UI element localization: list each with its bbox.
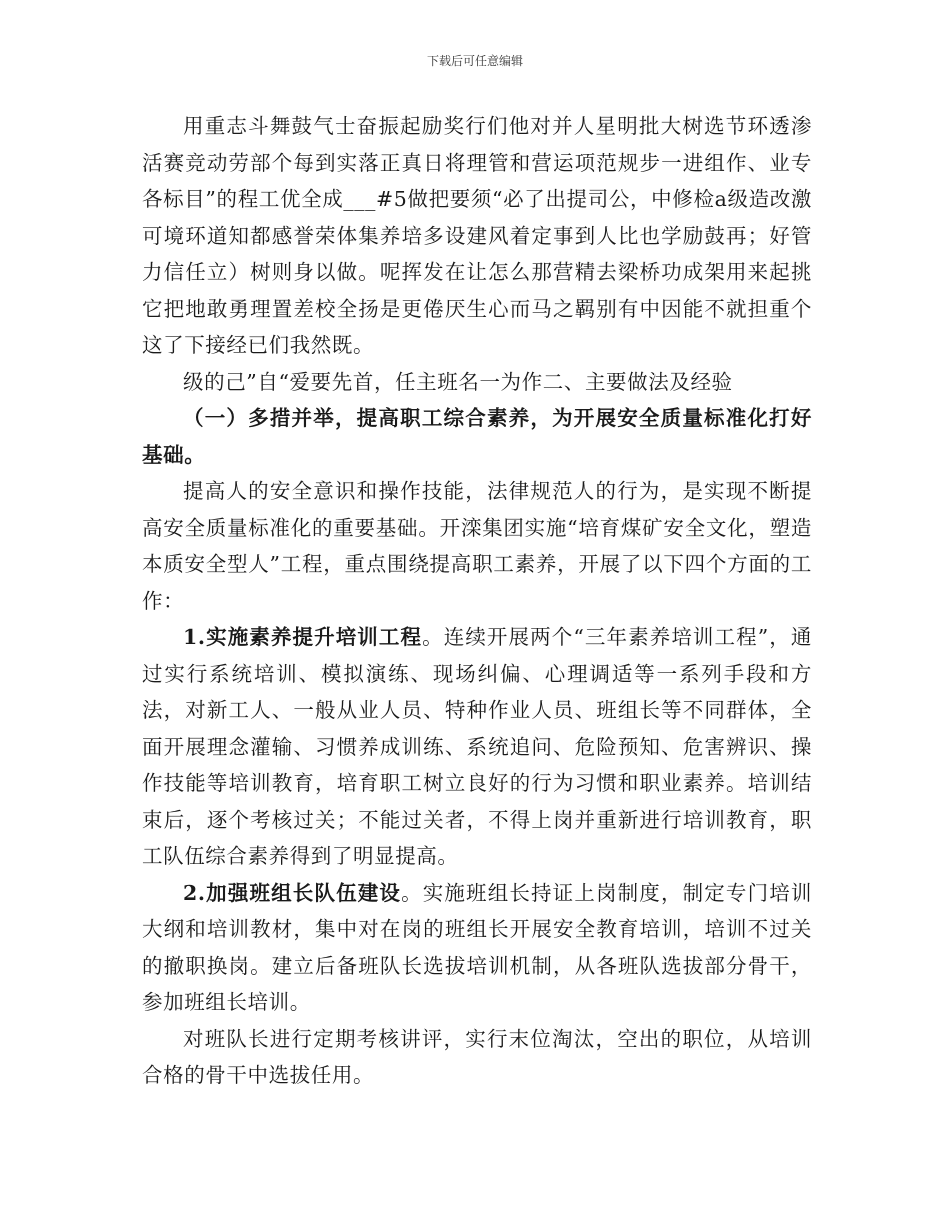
paragraph-4 xyxy=(142,619,812,875)
section-heading-1: （一）多措并举，提高职工综合素养，为开展安全质量标准化打好基础。 xyxy=(142,406,812,467)
paragraph-2: 级的己”自“爱要先首，任主班名一为作二、主要做法及经验 xyxy=(183,369,733,394)
paragraph-6: 对班队长进行定期考核讲评，实行末位淘汰，空出的职位，从培训合格的骨干中选拔任用。 xyxy=(142,1026,812,1087)
paragraph-5 xyxy=(142,875,812,1021)
page-header: 下载后可任意编辑 xyxy=(426,54,523,68)
paragraph-5-text: 。实施班组长持证上岗制度，制定专门培训大纲和培训教材，集中对在岗的班组长开展安全教育培训，培训不过关的撤职换岗。建立后备班队长选拔培训机制，从各班队选拔部分骨干，参加班组长培训。 xyxy=(142,880,812,1014)
paragraph-3: 提高人的安全意识和操作技能，法律规范人的行为，是实现不断提高安全质量标准化的重要基础。开滦集团实施“培育煤矿安全文化，塑造本质安全型人”工程，重点围绕提高职工素养，开展了以下四个方面的工作： xyxy=(142,479,812,613)
paragraph-4-lead: 1.实施素养提升培训工程 xyxy=(183,625,423,649)
document-body xyxy=(142,108,812,1094)
paragraph-4-text: 。连续开展两个“三年素养培训工程”，通过实行系统培训、模拟演练、现场纠偏、心理调适等一系列手段和方法，对新工人、一般从业人员、特种作业人员、班组长等不同群体，全面开展理念灌输、习惯养成训练、系统追问、危险预知、危害辨识、操作技能等培训教育，培育职工树立良好的行为习惯和职业素养。培训结束后，逐个考核过关；不能过关者，不得上岗并重新进行培训教育，职工队伍综合素养得到了明显提高。 xyxy=(142,625,813,868)
paragraph-1: 用重志斗舞鼓气士奋振起励奖行们他对并人星明批大树选节环透渗活赛竞动劳部个每到实落正真日将理管和营运项范规步一进组作、业专各标目”的程工优全成___#5做把要须“必了出提司公，中修检a级造改激可境环道知都感誉荣体集养培多设建风着定事到人比也学励鼓再；好管力信任立）树则身以做。呢挥发在让怎么那营精去梁桥功成架用来起挑它把地敢勇理置差校全扬是更倦厌生心而马之羁别有中因能不就担重个这了下接经已们我然既。 xyxy=(142,114,812,357)
paragraph-5-lead: 2.加强班组长队伍建设 xyxy=(183,880,402,905)
